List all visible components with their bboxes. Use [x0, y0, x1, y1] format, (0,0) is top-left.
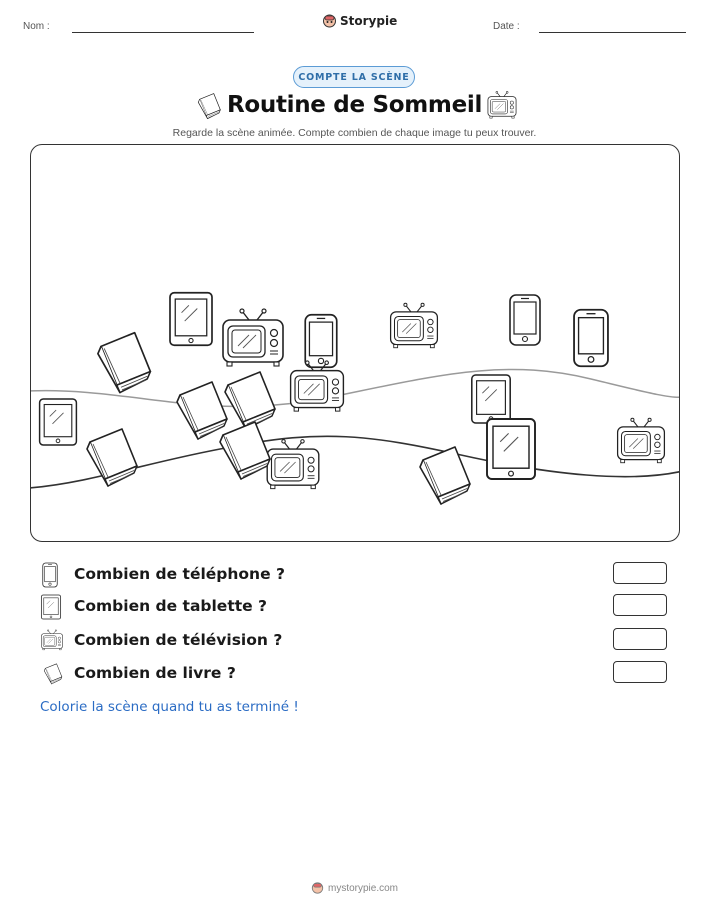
date-label: Date :: [493, 21, 520, 32]
tv-icon: [486, 90, 518, 120]
phone-icon: [40, 562, 60, 588]
answer-box-tv[interactable]: [613, 628, 667, 650]
question-label: Combien de téléphone ?: [74, 565, 285, 583]
book-icon: [40, 661, 64, 685]
question-label: Combien de télévision ?: [74, 631, 283, 649]
page-title: Routine de Sommeil: [226, 92, 483, 118]
tablet-icon: [40, 594, 62, 620]
book-object: [98, 333, 150, 393]
footer: [0, 881, 709, 895]
footer-url[interactable]: mystorypie.com: [327, 882, 398, 894]
date-field[interactable]: [539, 32, 686, 33]
book-object: [225, 372, 275, 429]
name-field[interactable]: [72, 32, 254, 33]
answer-box-tablet[interactable]: [613, 594, 667, 616]
phone-object: [510, 295, 540, 345]
question-book: [40, 661, 680, 687]
phone-object: [574, 310, 608, 367]
tablet-object: [170, 293, 212, 346]
question-tv: [40, 628, 680, 654]
instructions: Regarde la scène animée. Compte combien de chaque image tu peux trouver.: [172, 127, 537, 139]
scene-illustration: [31, 145, 680, 542]
tv-object: [223, 309, 283, 366]
question-phone: [40, 562, 680, 588]
storypie-mascot-icon: [311, 881, 324, 895]
book-object: [220, 422, 270, 479]
phone-object: [305, 315, 337, 368]
answer-box-phone[interactable]: [613, 562, 667, 584]
question-tablet: [40, 594, 680, 620]
tv-object: [267, 440, 319, 489]
question-label: Combien de livre ?: [74, 664, 236, 682]
tablet-object: [472, 375, 510, 423]
coloring-instruction: Colorie la scène quand tu as terminé !: [40, 699, 299, 715]
tv-object: [618, 418, 665, 462]
tv-object: [391, 303, 438, 347]
book-object: [177, 382, 227, 439]
tv-object: [291, 361, 344, 411]
question-label: Combien de tablette ?: [74, 597, 268, 615]
answer-box-book[interactable]: [613, 661, 667, 683]
scene-panel[interactable]: [30, 144, 680, 542]
tablet-object: [40, 399, 77, 445]
name-label: Nom :: [23, 21, 50, 32]
activity-badge: COMPTE LA SCÈNE: [293, 66, 415, 88]
tv-icon: [40, 628, 64, 652]
brand-name: Storypie: [340, 14, 398, 28]
storypie-mascot-icon: [322, 13, 337, 29]
brand-logo: [322, 13, 397, 29]
tablet-object: [487, 419, 535, 479]
